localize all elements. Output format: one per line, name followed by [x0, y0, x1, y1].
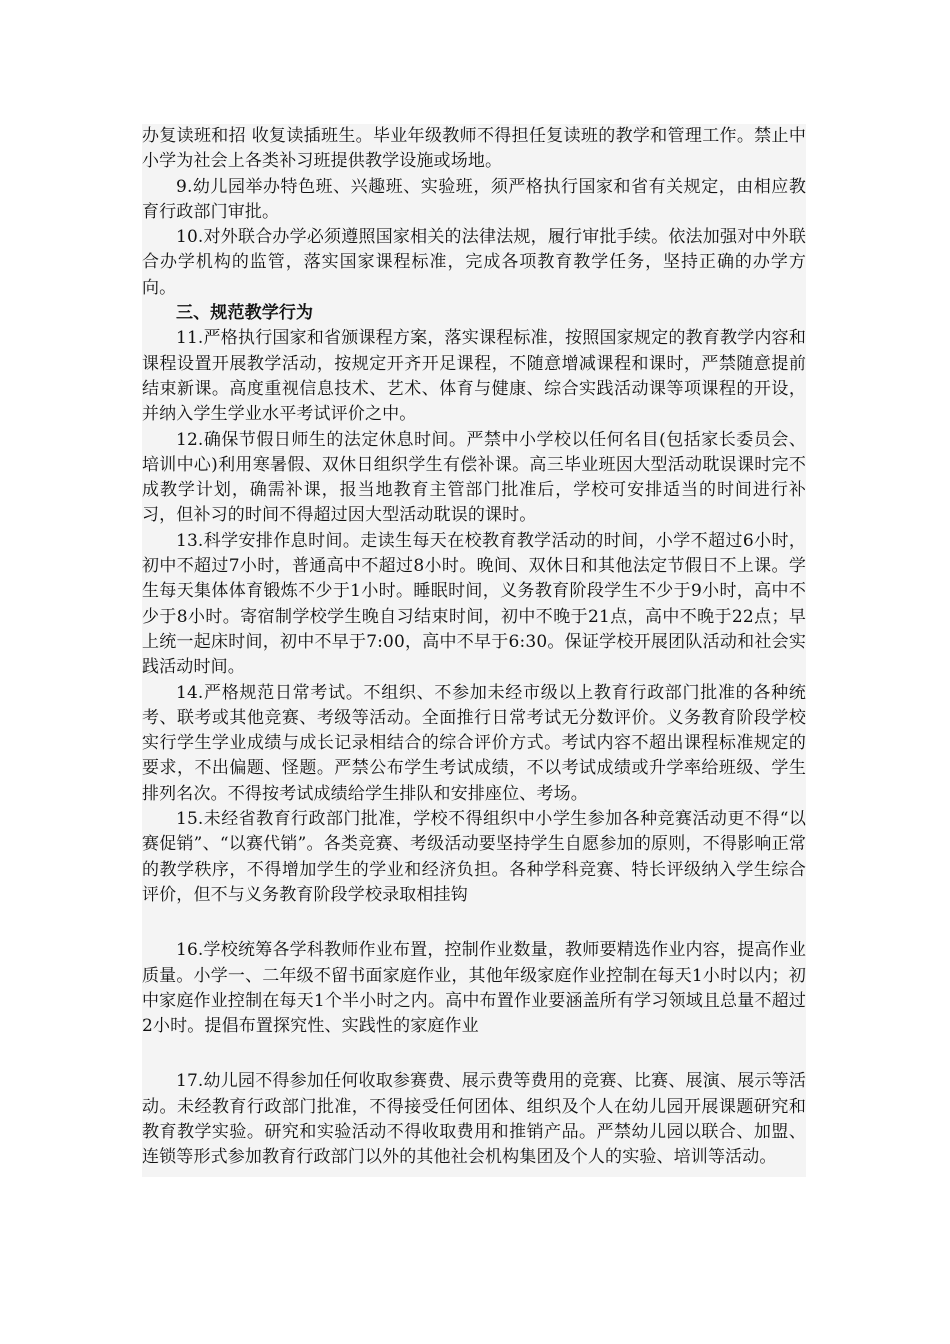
- paragraph-item-17: 17.幼儿园不得参加任何收取参赛费、展示费等费用的竞赛、比赛、展演、展示等活动。未经教育行政部门批准，不得接受任何团体、组织及个人在幼儿园开展课题研究和教育教学实验。研究和实验活动不得收取费用和推销产品。严禁幼儿园以联合、加盟、连锁等形式参加教育行政部门以外的其他社会机构集团及个人的实验、培训等活动。: [142, 1071, 806, 1168]
- paragraph-item-13: 13.科学安排作息时间。走读生每天在校教育教学活动的时间，小学不超过6小时，初中不超过7小时，普通高中不超过8小时。晚间、双休日和其他法定节假日不上课。学生每天集体体育锻炼不少于1小时。睡眠时间，义务教育阶段学生不少于9小时，高中不少于8小时。寄宿制学校学生晚自习结束时间，初中不晚于21点，高中不晚于22点；早上统一起床时间，初中不早于7:00，高中不早于6:30。保证学校开展团队活动和社会实践活动时间。: [142, 530, 806, 678]
- blank-line: [142, 1039, 806, 1069]
- paragraph-item-10: 10.对外联合办学必须遵照国家相关的法律法规，履行审批手续。依法加强对中外联合办学机构的监管，落实国家课程标准，完成各项教育教学任务，坚持正确的办学方向。: [142, 227, 806, 298]
- paragraph-item-12: 12.确保节假日师生的法定休息时间。严禁中小学校以任何名目(包括家长委员会、培训中心)利用寒暑假、双休日组织学生有偿补课。高三毕业班因大型活动耽误课时完不成教学计划，确需补课，报当地教育主管部门批准后，学校可安排适当的时间进行补习，但补习的时间不得超过因大型活动耽误的课时。: [142, 429, 806, 526]
- blank-line: [142, 908, 806, 938]
- paragraph-item-15: 15.未经省教育行政部门批准，学校不得组织中小学生参加各种竞赛活动更不得“以赛促销”、“以赛代销”。各类竞赛、考级活动要坚持学生自愿参加的原则，不得影响正常的教学秩序，不得增加学生的学业和经济负担。各种学科竞赛、特长评级纳入学生综合评价，但不与义务教育阶段学校录取相挂钩: [142, 809, 806, 905]
- section-heading: 三、规范教学行为: [176, 303, 314, 324]
- paragraph-continued: 办复读班和招 收复读插班生。毕业年级教师不得担任复读班的教学和管理工作。禁止中小学为社会上各类补习班提供教学设施或场地。: [142, 126, 806, 172]
- paragraph-item-14: 14.严格规范日常考试。不组织、不参加未经市级以上教育行政部门批准的各种统考、联考或其他竞赛、考级等活动。全面推行日常考试无分数评价。义务教育阶段学校实行学生学业成绩与成长记录相结合的综合评价方式。考试内容不超出课程标准规定的要求，不出偏题、怪题。严禁公布学生考试成绩，不以考试成绩或升学率给班级、学生排列名次。不得按考试成绩给学生排队和安排座位、考场。: [142, 682, 806, 804]
- paragraph-item-9: 9.幼儿园举办特色班、兴趣班、实验班，须严格执行国家和省有关规定，由相应教育行政部门审批。: [142, 176, 806, 222]
- document-body: [142, 124, 806, 1177]
- paragraph-item-11: 11.严格执行国家和省颁课程方案，落实课程标准，按照国家规定的教育教学内容和课程设置开展教学活动，按规定开齐开足课程，不随意增减课程和课时，严禁随意提前结束新课。高度重视信息技术、艺术、体育与健康、综合实践活动课等项课程的开设，并纳入学生学业水平考试评价之中。: [142, 328, 806, 425]
- paragraph-item-16: 16.学校统筹各学科教师作业布置，控制作业数量，教师要精选作业内容，提高作业质量。小学一、二年级不留书面家庭作业，其他年级家庭作业控制在每天1小时以内；初中家庭作业控制在每天1个半小时之内。高中布置作业要涵盖所有学习领域且总量不超过2小时。提倡布置探究性、实践性的家庭作业: [142, 940, 806, 1037]
